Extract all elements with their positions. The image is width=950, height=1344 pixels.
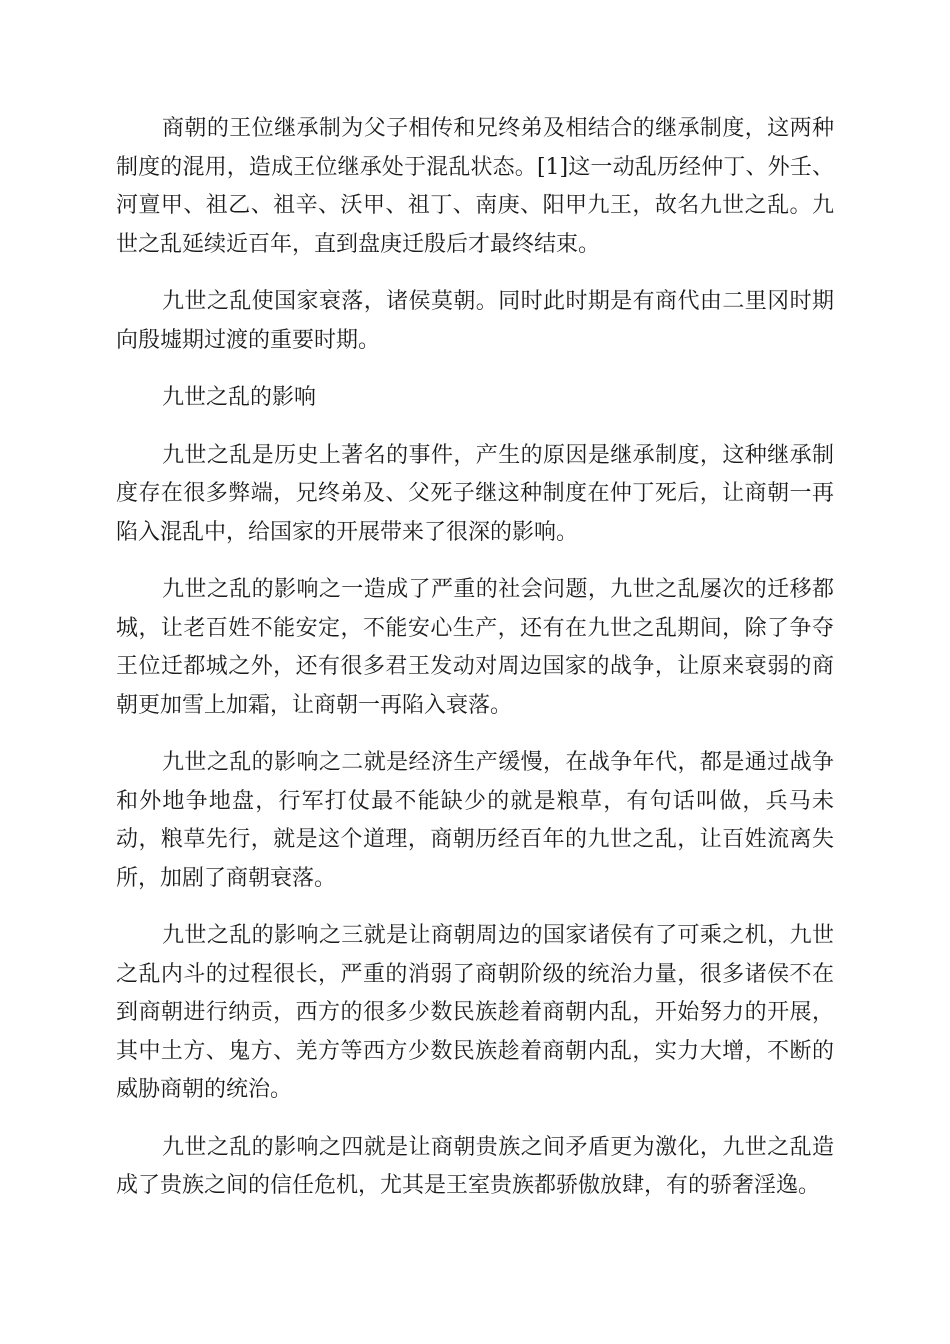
paragraph-impact-one: 九世之乱的影响之一造成了严重的社会问题，九世之乱屡次的迁移都城，让老百姓不能安定，不能安心生产，还有在九世之乱期间，除了争夺王位迁都城之外，还有很多君王发动对周边国家的战争，让原来衰弱的商朝更加雪上加霜，让商朝一再陷入衰落。: [116, 577, 834, 718]
section-heading-impact: 九世之乱的影响: [162, 385, 317, 410]
paragraph-succession-system: 商朝的王位继承制为父子相传和兄终弟及相结合的继承制度，这两种制度的混用，造成王位继承处于混乱状态。[1]这一动乱历经仲丁、外壬、河亶甲、祖乙、祖辛、沃甲、祖丁、南庚、阳甲九王，故名九世之乱。九世之乱延续近百年，直到盘庚迁殷后才最终结束。: [116, 116, 834, 257]
paragraph-impact-two: 九世之乱的影响之二就是经济生产缓慢，在战争年代，都是通过战争和外地争地盘，行军打仗最不能缺少的就是粮草，有句话叫做，兵马未动，粮草先行，就是这个道理，商朝历经百年的九世之乱，让百姓流离失所，加剧了商朝衰落。: [116, 750, 834, 891]
paragraph-impact-three: 九世之乱的影响之三就是让商朝周边的国家诸侯有了可乘之机，九世之乱内斗的过程很长，严重的消弱了商朝阶级的统治力量，很多诸侯不在到商朝进行纳贡，西方的很多少数民族趁着商朝内乱，开始努力的开展，其中土方、鬼方、羌方等西方少数民族趁着商朝内乱，实力大增，不断的威胁商朝的统治。: [116, 923, 834, 1102]
paragraph-decline: 九世之乱使国家衰落，诸侯莫朝。同时此时期是有商代由二里冈时期向殷墟期过渡的重要时期。: [116, 289, 834, 353]
paragraph-impact-overview: 九世之乱是历史上著名的事件，产生的原因是继承制度，这种继承制度存在很多弊端，兄终弟及、父死子继这种制度在仲丁死后，让商朝一再陷入混乱中，给国家的开展带来了很深的影响。: [116, 442, 834, 545]
document-body: [116, 110, 834, 1225]
paragraph-impact-four: 九世之乱的影响之四就是让商朝贵族之间矛盾更为激化，九世之乱造成了贵族之间的信任危机，尤其是王室贵族都骄傲放肆，有的骄奢淫逸。: [116, 1134, 834, 1198]
